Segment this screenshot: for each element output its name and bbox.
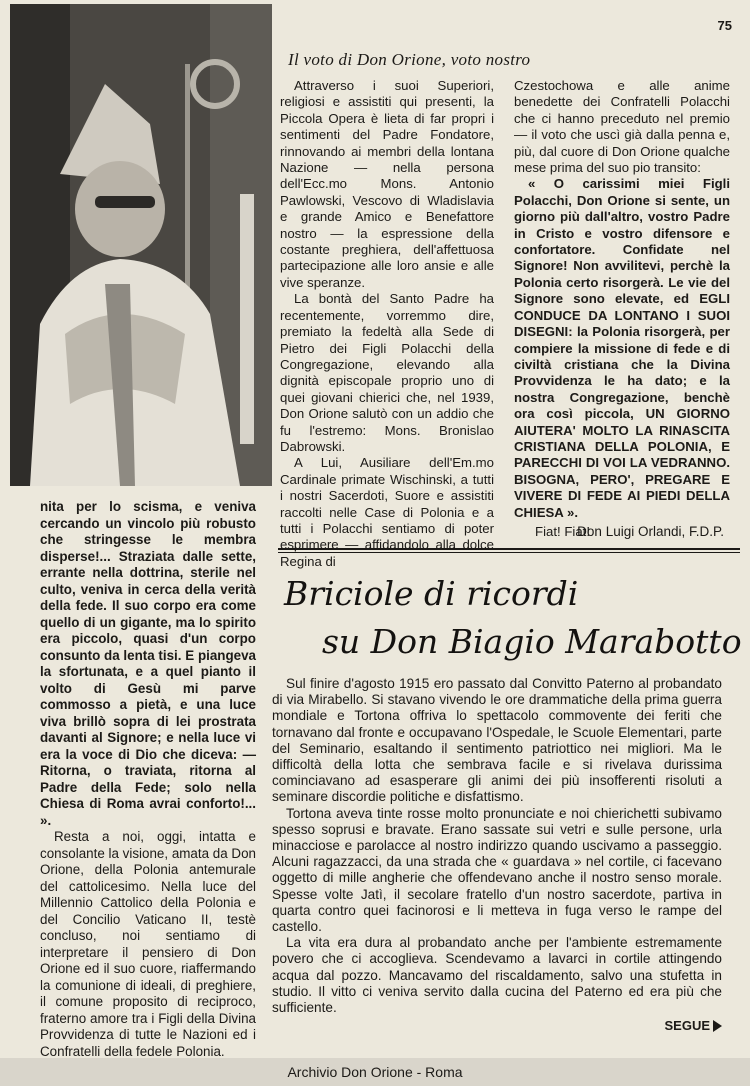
signature: Don Luigi Orlandi, F.D.P.	[577, 524, 724, 539]
signature-block	[514, 521, 724, 540]
article-body	[272, 676, 722, 1034]
article-paragraph-2: Tortona aveva tinte rosse molto pronunciate e noi chierichetti subivamo spesso soprusi e bravate. Erano sassate sui vetri e sulle persone, urla minacciose e parolacce al nostro indirizzo quando uscivamo a passeggio. Alcuni ragazzacci, da una strada che « guardava » nel cortile, ci facevano oggetto di mille angherie che offendevano anche il nostro senso morale. Spesse volte Jatì, il secolare fratello d'un nostro sacerdote, partiva in quarta contro quei facinorosi e li metteva in fuga verso le rampe del castello.	[272, 805, 722, 935]
article-paragraph-1: Sul finire d'agosto 1915 ero passato dal Convitto Paterno al probandato di via Mirabello. Si stavano vivendo le ore drammatiche della prima guerra mondiale e Tortona offriva lo spettacolo commovente dei feriti che tornavano dal fronte e occupavano l'Ospedale, le Scuole Elementari, parte del Seminario, esaltando il sentimento patriottico nei migliori. Ma le difficoltà della lotta che sembrava facile e si rivelava durissima cominciavano ad esasperare gli animi dei più insofferenti risoluti a seminare discordie politiche e disfattismo.	[272, 676, 722, 805]
section-divider	[278, 548, 740, 553]
middle-paragraph-1: Attraverso i suoi Superiori, religiosi e assistiti qui presenti, la Piccola Opera è lieta di far propri i sentimenti del Padre Fondatore, rinnovando ai membri della lontana Nazione — nella persona dell'Ecc.mo Mons. Antonio Pawlowski, Vescovo di Wladislavia e grande Amico e Benefattore nostro — la espressione della costante preghiera, dell'affettuosa partecipazione alle loro ansie e alle vive speranze.	[280, 78, 494, 290]
article-title-line-1: Briciole di ricordi	[284, 574, 579, 613]
archive-footer: Archivio Don Orione - Roma	[0, 1058, 750, 1086]
continue-link[interactable]	[664, 1018, 722, 1034]
continue-label: SEGUE	[664, 1018, 710, 1034]
left-continuation-text: nita per lo scisma, e veniva cercando un vincolo più robusto che stringesse le membra disperse!... Straziata dalle sette, errante nella dottrina, sterile nel culto, veniva in cerca della verità della fede. Il suo corpo era come quello di un gigante, ma lo spirito era piccolo, quasi d'un corpo consunto da lenta tisi. E piangeva la sfortunata, e a quel pianto il volto di Gesù mi parve commosso a pietà, e una luce viva brillò sopra di lei prostrata davanti al Signore; e nella luce vi era la voce di Dio che diceva: — Ritorna, o traviata, ritorna al Padre della Fede; solo nella Chiesa di Roma avrai conforto!... ».	[40, 499, 256, 828]
article-title-line-2: su Don Biagio Marabotto	[322, 622, 742, 661]
page-number: 75	[717, 18, 732, 33]
fiat-text: Fiat! Fiat!	[535, 523, 590, 539]
orione-quote: « O carissimi miei Figli Polacchi, Don Orione si sente, un giorno più dall'altro, vostro Padre in Cristo e vostro difensore e confortatore. Confidate nel Signore! Non avvilitevi, perchè la Polonia certo risorgerà. Le vie del Signore sono elevate, ed EGLI CONDUCE DA LONTANO I SUOI DISEGNI: la Polonia risorgerà, per compiere la missione di fede e di civiltà cristiana che la Divina Provvidenza le ha dato; e la nostra Congregazione, benchè ora così piccola, UN GIORNO AIUTERA' MOLTO LA RINASCITA CRISTIANA DELLA POLONIA, E PARECCHI DI VOI LA VEDRANNO. BISOGNA, PERO', PREGARE E VIVERE DI FEDE AI PIEDI DELLA CHIESA ».	[514, 176, 730, 520]
bishop-photo	[10, 4, 272, 486]
left-paragraph: Resta a noi, oggi, intatta e consolante la visione, amata da Don Orione, della Polonia antemurale del cattolicesimo. Nella luce del Millennio Cattolico della Polonia e del Concilio Vaticano II, testè concluso, noi sentiamo di interpretare il pensiero di Don Orione ed il suo cuore, riaffermando la comunione di ideali, di preghiere, il comune proposito di reciproco, fraterno amore tra i Figli della Divina Provvidenza di tutte le Nazioni ed i Confratelli della fedele Polonia.	[40, 829, 256, 1059]
arrow-right-icon	[713, 1020, 722, 1032]
middle-column	[280, 78, 494, 570]
left-column	[40, 499, 256, 1060]
middle-paragraph-3: A Lui, Ausiliare dell'Em.mo Cardinale primate Wischinski, a tutti i nostri Sacerdoti, Suore e assistiti raccolti nelle Case di Polonia e a tutti i Polacchi sentiamo di poter esprimere — affidandolo alla dolce Regina di	[280, 455, 494, 569]
right-paragraph-1: Czestochowa e alle anime benedette dei Confratelli Polacchi che ci hanno preceduto nel premio — il voto che uscì già dalla penna e, più, dal cuore di Don Orione qualche mese prima del suo pio transito:	[514, 78, 730, 176]
middle-paragraph-2: La bontà del Santo Padre ha recentemente, vorremmo dire, premiato la fedeltà alla Sede di Pietro dei Figli Polacchi della Congregazione, elevando alla dignità episcopale proprio uno di quei giovani chierici che, nel 1939, Don Orione salutò con un addio che fu l'estremo: Mons. Bronislao Dabrowski.	[280, 291, 494, 454]
article-heading: Il voto di Don Orione, voto nostro	[288, 50, 531, 69]
article-paragraph-3: La vita era dura al probandato anche per l'ambiente estremamente povero che ci accoglieva. Scendevamo a lavarci in cortile attingendo acqua dal pozzo. Mancavamo del riscaldamento, salvo una stufetta in studio. Il vitto ci veniva servito dalla cucina del Paterno ed era più che sufficiente.	[272, 935, 722, 1016]
right-column	[514, 78, 730, 540]
bishop-photo-image	[10, 4, 272, 486]
